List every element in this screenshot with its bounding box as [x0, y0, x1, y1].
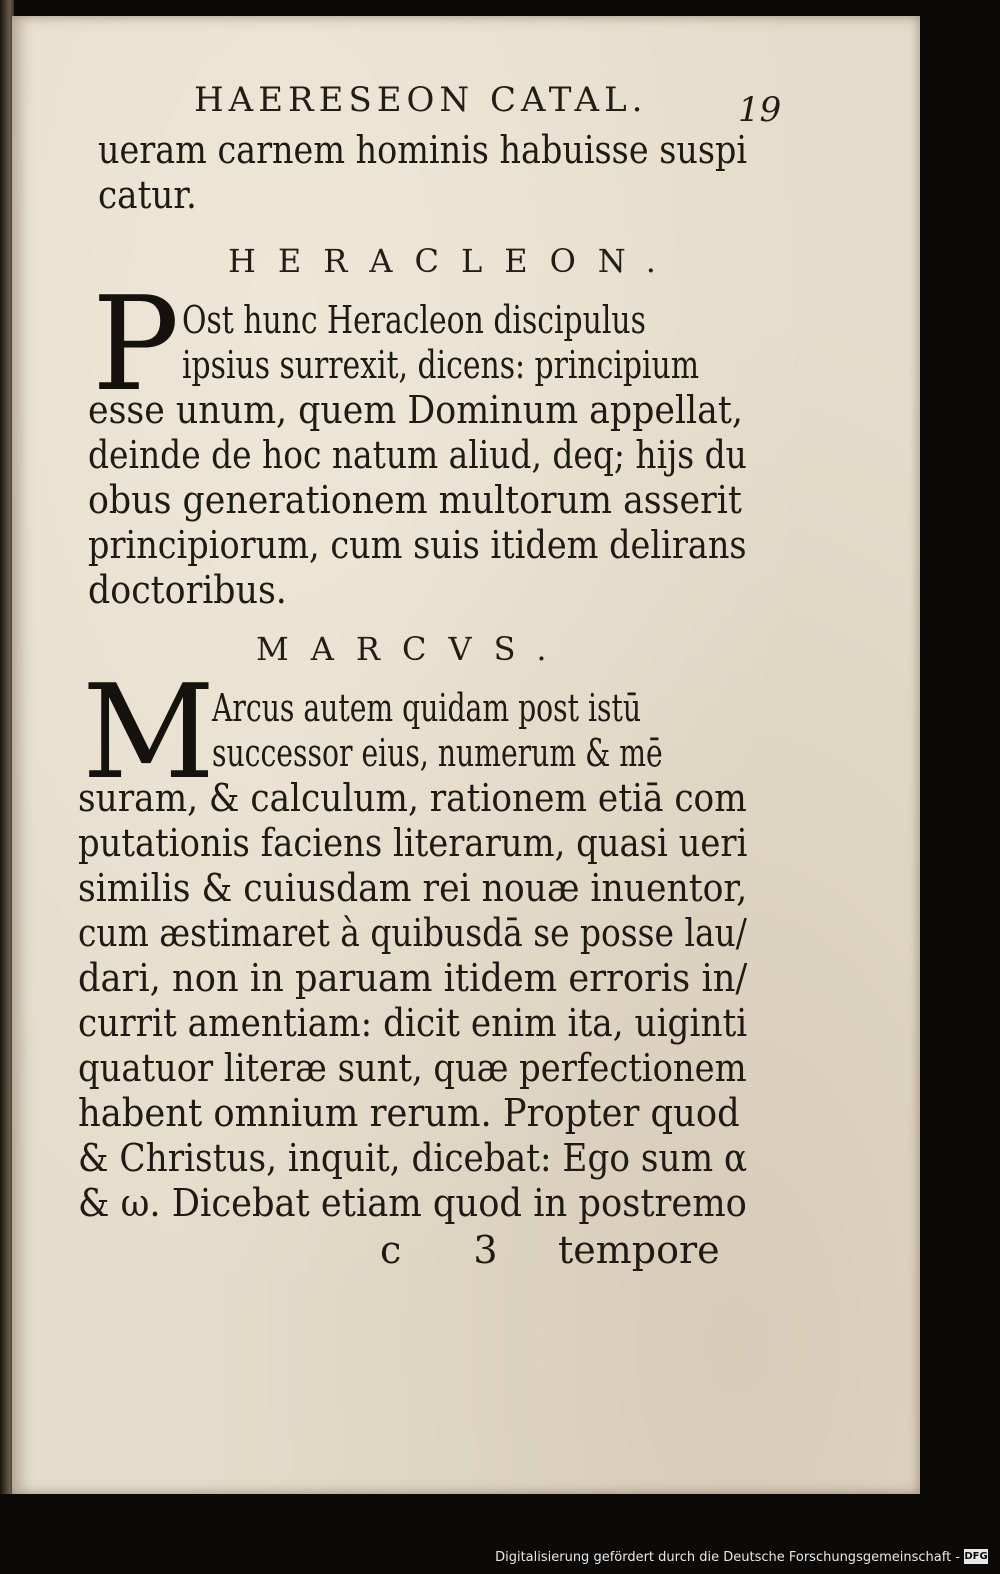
text-line: catur.	[98, 173, 197, 217]
text-line: successor eius, numerum & mē	[212, 731, 663, 775]
text-line: Ost hunc Heracleon discipulus	[182, 298, 646, 342]
text-line: ipsius surrexit, dicens: principium	[182, 343, 700, 387]
text-line: putationis faciens literarum, quasi ueri	[78, 821, 748, 865]
text-line: & Christus, inquit, dicebat: Ego sum α	[78, 1136, 748, 1180]
text-line: suram, & calculum, rationem etiā com	[78, 776, 747, 820]
text-line: dari, non in paruam itidem erroris in/	[78, 956, 748, 1000]
text-line: quatuor literæ sunt, quæ perfectionem	[78, 1046, 747, 1090]
text-line: similis & cuiusdam rei nouæ inuentor,	[78, 866, 748, 910]
page-number: 19	[738, 90, 782, 130]
section-heading-marcvs: MARCVS.	[256, 630, 569, 668]
text-line: cum æstimaret à quibusdā se posse lau/	[78, 911, 747, 955]
section-heading-heracleon: HERACLEON.	[228, 242, 678, 280]
dfg-logo: DFG	[964, 1551, 988, 1562]
text-line: & ω. Dicebat etiam quod in postremo	[78, 1181, 747, 1225]
running-title: HAERESEON CATAL.	[194, 80, 648, 120]
catchword: tempore	[558, 1228, 720, 1272]
text-line: habent omnium rerum. Propter quod	[78, 1091, 740, 1135]
footer-bar	[0, 1494, 1000, 1574]
text-line: doctoribus.	[88, 568, 287, 612]
drop-cap: M	[82, 656, 216, 808]
text-line: esse unum, quem Dominum appellat,	[88, 388, 743, 432]
book-page	[12, 16, 920, 1494]
text-line: principiorum, cum suis itidem delirans	[88, 523, 747, 567]
text-line: Arcus autem quidam post istū	[212, 686, 642, 730]
text-line: currit amentiam: dicit enim ita, uiginti	[78, 1001, 748, 1045]
funding-credit: Digitalisierung gefördert durch die Deutsche Forschungsgemeinschaft -	[495, 1550, 960, 1565]
text-line: ueram carnem hominis habuisse suspi	[98, 128, 748, 172]
drop-cap: P	[92, 268, 180, 420]
text-line: deinde de hoc natum aliud, deq; hijs du	[88, 433, 747, 477]
text-line: obus generationem multorum asserit	[88, 478, 742, 522]
signature-mark: c 3	[380, 1228, 528, 1272]
